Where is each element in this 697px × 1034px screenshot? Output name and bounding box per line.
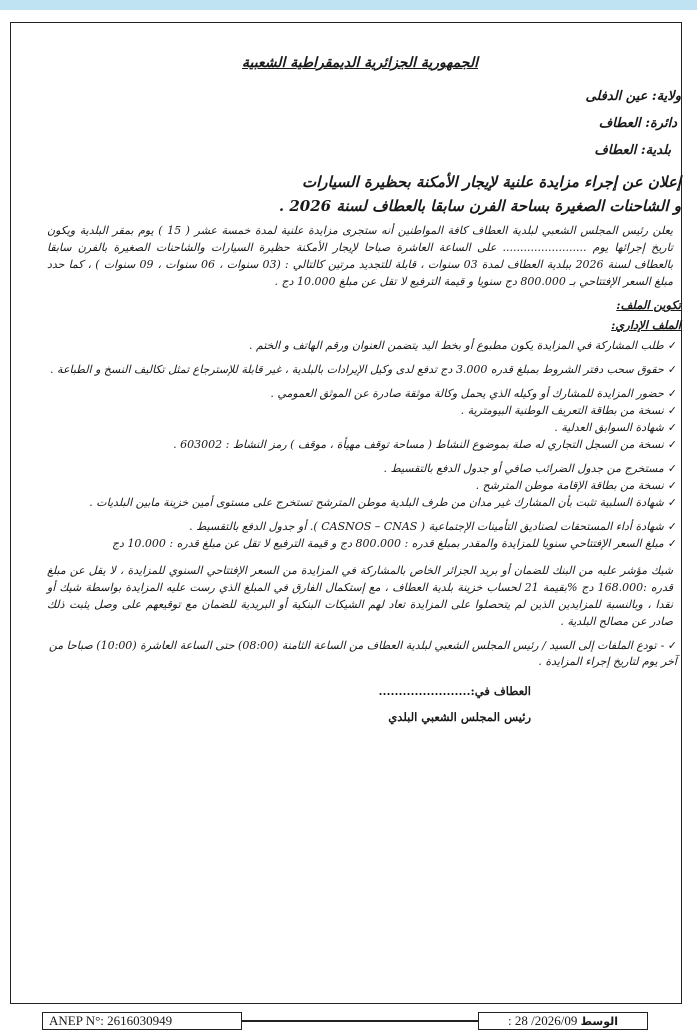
newspaper-name: الوسط (580, 1015, 619, 1028)
checkmark-icon: ✓ (667, 363, 677, 376)
checkmark-icon: ✓ - (660, 639, 677, 652)
list-item: ✓شهادة السوابق العدلية . (554, 421, 677, 434)
list-item: ✓نسخة من السجل التجاري له صلة بموضوع النشاط ( مساحة توقف مهيأة ، موقف ) رمز النشاط : 603002 . (173, 438, 677, 451)
checkmark-icon: ✓ (667, 537, 677, 550)
top-color-bar (0, 0, 697, 10)
list-item: ✓مبلغ السعر الإفتتاحي سنويا للمزايدة والمقدر بمبلغ قدره : 800.000 دج و قيمة الترفيع لا تقل عن مبلغ قدره : 10.000 دج (111, 537, 677, 550)
signature-place: العطاف في:....................... (378, 684, 531, 698)
checkmark-icon: ✓ (667, 520, 677, 533)
list-item: ✓حضور المزايدة للمشارك أو وكيله الذي يحمل وكالة موثقة صادرة عن الموثق العمومي . (270, 387, 677, 400)
file-composition-heading: تكوين الملف: (616, 298, 681, 312)
footer-divider (242, 1020, 478, 1022)
signature-signer: رئيس المجلس الشعبي البلدي (388, 710, 531, 724)
newspaper-date (478, 1012, 648, 1030)
list-item: ✓شهادة أداء المستحقات لصناديق التأمينات الإجتماعية ( CASNOS – CNAS ). أو جدول الدفع بالتقسيط . (189, 520, 677, 533)
requirements-list (39, 338, 681, 552)
list-item: ✓ -تودع الملفات إلى السيد / رئيس المجلس الشعبي لبلدية العطاف من الساعة الثامنة (08:00) حتى الساعة العاشرة (10:00) صباحا من آخر يوم لتاريخ إجراء المزايدة . (48, 639, 677, 668)
republic-heading: الجمهورية الجزائرية الديمقراطية الشعبية (241, 55, 478, 71)
list-item: ✓حقوق سحب دفتر الشروط بمبلغ قدره 3.000 دج تدفع لدى وكيل الإيرادات بالبلدية ، غير قابلة للإسترجاع تمثل تكاليف النسخ و الطباعة . (50, 363, 677, 376)
publication-date: 2026/09/ 28 : (507, 1013, 578, 1028)
checkmark-icon: ✓ (667, 421, 677, 434)
list-item: ✓مستخرج من جدول الضرائب صافي أو جدول الدفع بالتقسيط . (383, 462, 677, 475)
guarantee-paragraph: شيك مؤشر عليه من البنك للضمان أو بريد الجزائر الخاص بالمشاركة في المزايدة من السعر الإفتتاحي السنوي للمزايدة ، لا يقل عن مبلغ قدره :168.000 دج %بقيمة 21 لحساب خزينة بلدية العطاف ، مع إستكمال الفارق في المبلغ الذي رست عليه المزايدة بواسطة شيك أو نقدا ، وبالنسبة للمزايدين الذين لم يتحصلوا على المزايدة تعاد لهم الشيكات البنكية أو البريدية للضمان مع توقيعهم على وصل يثبت ذلك صادر عن مصالح البلدية . (47, 564, 674, 628)
announcement-document (39, 55, 681, 1005)
signature-block (39, 684, 681, 724)
deposit-list (39, 638, 681, 670)
administrative-file-heading: الملف الإداري: (611, 318, 681, 332)
announcement-title (39, 170, 681, 218)
list-item: ✓نسخة من بطاقة التعريف الوطنية البيومترية . (460, 404, 677, 417)
checkmark-icon: ✓ (667, 479, 677, 492)
title-line-2: و الشاحنات الصغيرة بساحة الفرن سابقا بالعطاف لسنة 2026 . (278, 197, 681, 215)
checkmark-icon: ✓ (667, 438, 677, 451)
anep-number: ANEP N°: 2616030949 (42, 1012, 242, 1030)
commune-line: بلدية: العطاف (594, 143, 671, 158)
checkmark-icon: ✓ (667, 339, 677, 352)
title-line-1: إعلان عن إجراء مزايدة علنية لإيجار الأمكنة بحظيرة السيارات (302, 173, 681, 191)
wilaya-line: ولاية: عين الدفلى (585, 89, 681, 104)
intro-paragraph: يعلن رئيس المجلس الشعبي لبلدية العطاف كافة المواطنين أنه ستجرى مزايدة علنية لمدة خمسة عشر ( 15 ) يوم بمقر البلدية ويكون تاريخ إجرائها يوم ........................ على الساعة العاشرة صباحا لإيجار الأمكنة حظيرة السيارات والشاحنات الصغيرة بالفرن سابقا بالعطاف لسنة 2026 ببلدية العطاف لمدة 03 سنوات ، قابلة للتجديد مرتين كالتالي : (03 سنوات ، 06 سنوات ، 09 سنوات ) ، كما حدد مبلغ السعر الإفتتاحي بـ 800.000 دج سنويا و قيمة الترفيع لا تقل عن مبلغ 10.000 دج . (47, 224, 674, 288)
checkmark-icon: ✓ (667, 496, 677, 509)
list-item: ✓طلب المشاركة في المزايدة يكون مطبوع أو بخط اليد يتضمن العنوان ورقم الهاتف و الختم . (249, 339, 677, 352)
daira-line: دائرة: العطاف (598, 116, 677, 131)
checkmark-icon: ✓ (667, 387, 677, 400)
checkmark-icon: ✓ (667, 462, 677, 475)
checkmark-icon: ✓ (667, 404, 677, 417)
announcement-frame (10, 22, 682, 1004)
list-item: ✓نسخة من بطاقة الإقامة موطن المترشح . (475, 479, 677, 492)
list-item: ✓شهادة السلبية تثبت بأن المشارك غير مدان من طرف البلدية موطن المترشح تستخرج على مستوى أمين خزينة مابين البلديات . (89, 496, 677, 509)
